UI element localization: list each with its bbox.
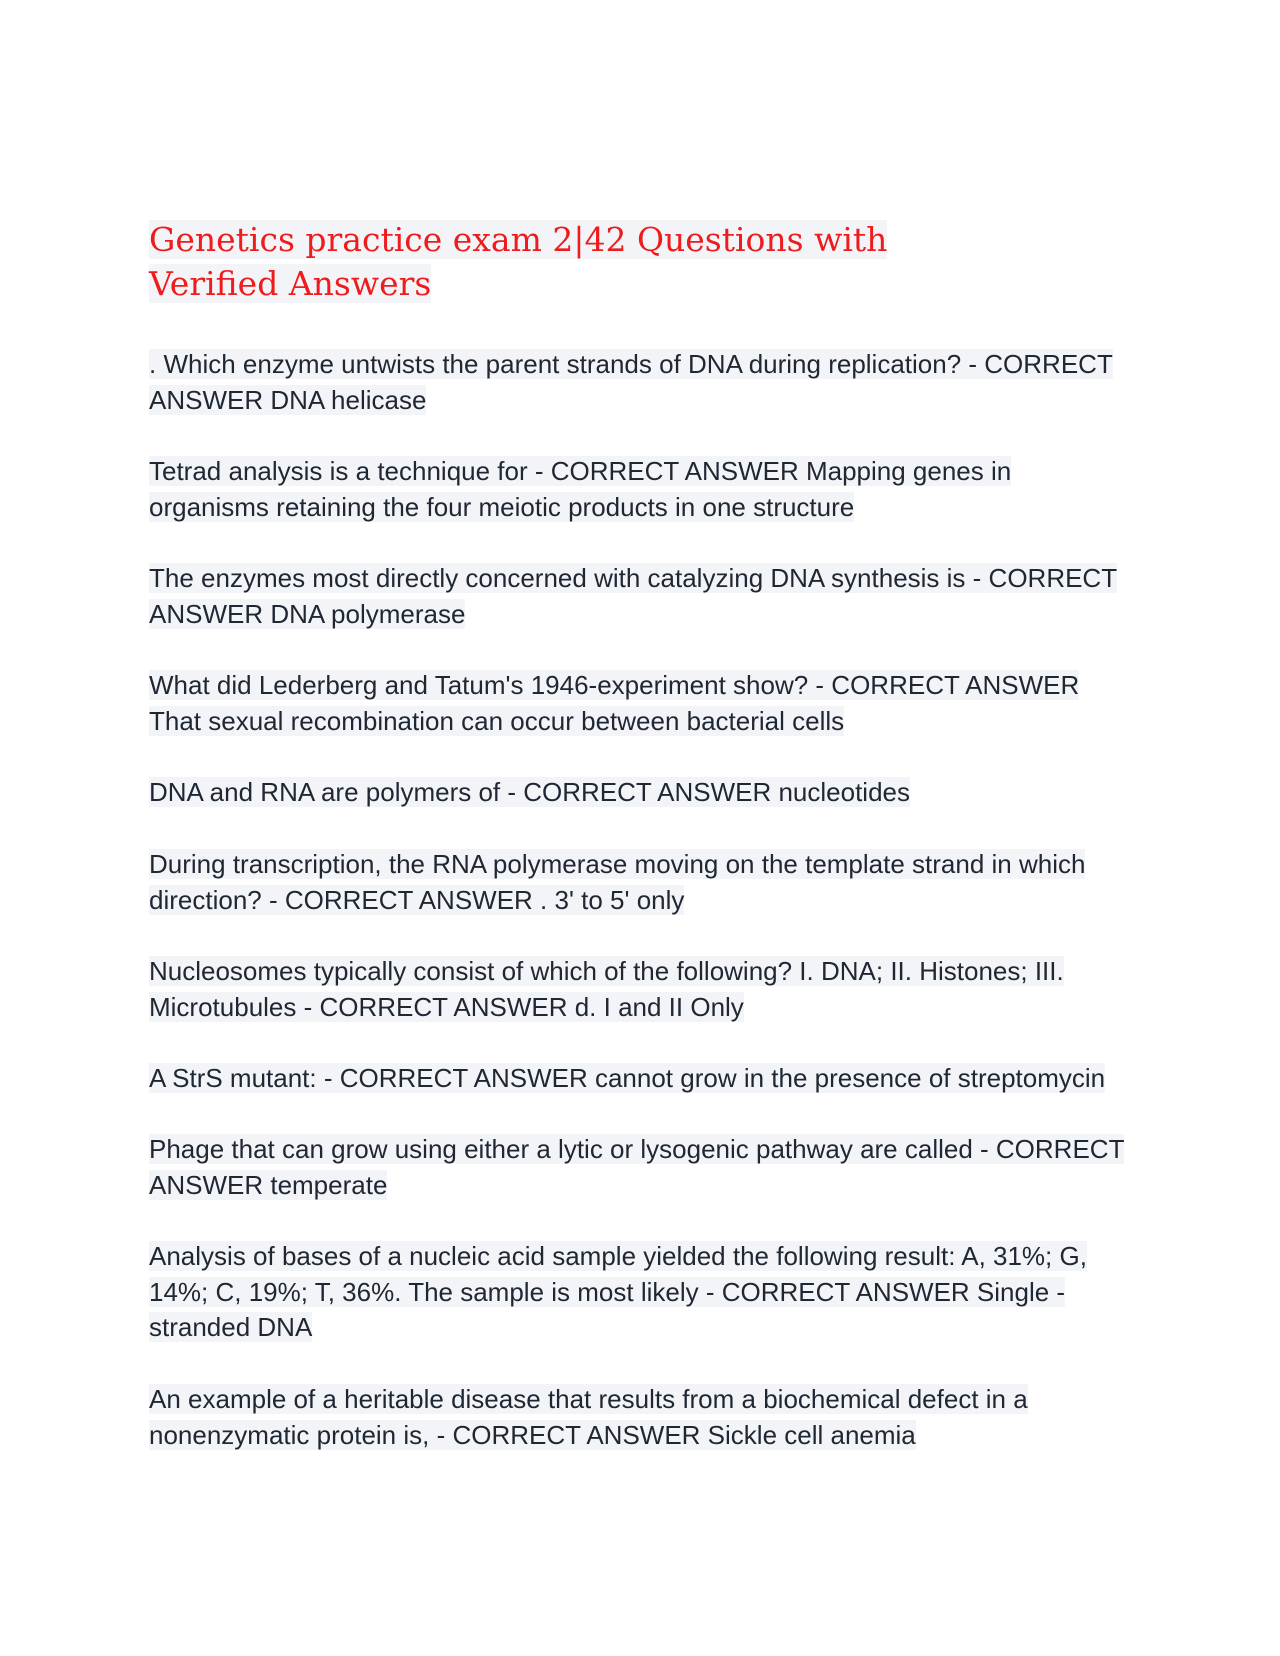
qa-entry-6: [149, 847, 1129, 918]
qa-entry-4: [149, 668, 1129, 739]
document-title-text: Genetics practice exam 2|42 Questions with Verified Answers: [149, 220, 888, 303]
qa-entry-3: [149, 561, 1129, 632]
qa-entry-text: An example of a heritable disease that results from a biochemical defect in a nonenzymatic protein is, - CORRECT ANSWER Sickle cell anemia: [149, 1384, 1028, 1450]
qa-entry-10: [149, 1239, 1129, 1346]
qa-entry-text: The enzymes most directly concerned with catalyzing DNA synthesis is - CORRECT ANSWER DNA polymerase: [149, 563, 1118, 629]
qa-entry-text: Phage that can grow using either a lytic or lysogenic pathway are called - CORRECT ANSWER temperate: [149, 1134, 1125, 1200]
qa-entry-text: Nucleosomes typically consist of which of the following? I. DNA; II. Histones; III. Microtubules - CORRECT ANSWER d. I and II Only: [149, 956, 1064, 1022]
qa-entry-9: [149, 1132, 1129, 1203]
qa-entry-7: [149, 954, 1129, 1025]
qa-entry-text: Analysis of bases of a nucleic acid sample yielded the following result: A, 31%; G, 14%; C, 19%; T, 36%. The sample is most likely - CORRECT ANSWER Single - stranded DNA: [149, 1241, 1087, 1342]
qa-entry-8: [149, 1061, 1129, 1097]
qa-entry-text: What did Lederberg and Tatum's 1946-experiment show? - CORRECT ANSWER That sexual recombination can occur between bacterial cells: [149, 670, 1080, 736]
qa-entry-text: . Which enzyme untwists the parent strands of DNA during replication? - CORRECT ANSWER DNA helicase: [149, 349, 1113, 415]
qa-entry-2: [149, 454, 1129, 525]
qa-entry-text: During transcription, the RNA polymerase moving on the template strand in which direction? - CORRECT ANSWER . 3' to 5' only: [149, 849, 1086, 915]
qa-entry-text: Tetrad analysis is a technique for - CORRECT ANSWER Mapping genes in organisms retaining the four meiotic products in one structure: [149, 456, 1012, 522]
document-title: [149, 218, 1009, 306]
qa-entry-11: [149, 1382, 1129, 1453]
qa-entry-5: [149, 775, 1129, 811]
qa-entry-1: [149, 347, 1129, 418]
qa-entry-text: A StrS mutant: - CORRECT ANSWER cannot grow in the presence of streptomycin: [149, 1063, 1106, 1093]
qa-entry-text: DNA and RNA are polymers of - CORRECT ANSWER nucleotides: [149, 777, 911, 807]
